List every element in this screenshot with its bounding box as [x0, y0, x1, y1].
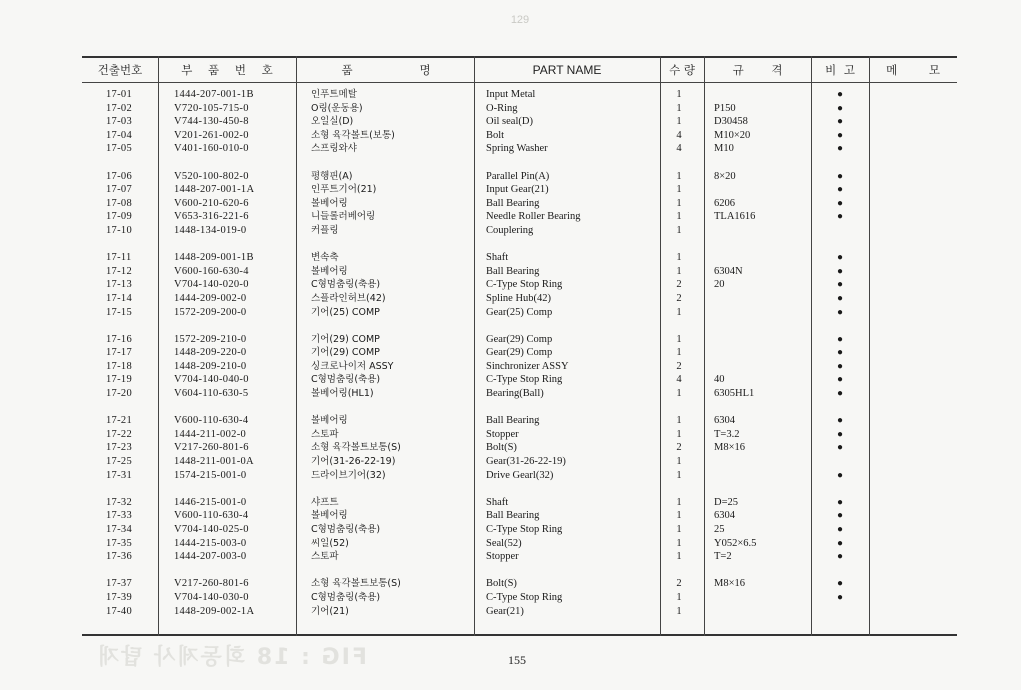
cell-name-kr: 스토파	[311, 551, 339, 563]
cell-name-kr: 스프링와샤	[311, 143, 357, 155]
cell-name-en: Seal(52)	[486, 537, 522, 549]
cell-name-en: Bearing(Ball)	[486, 388, 544, 400]
table-bottom-rule	[82, 634, 957, 636]
cell-name-kr: 볼베어링	[311, 265, 348, 277]
table-row	[82, 170, 957, 184]
cell-qty: 1	[676, 347, 682, 359]
cell-spec: M8×16	[714, 442, 746, 454]
table-row	[82, 523, 957, 537]
table-row	[82, 441, 957, 455]
table-row	[82, 88, 957, 102]
cell-part-no: 1444-211-002-0	[174, 428, 247, 440]
cell-ref: 17-07	[106, 184, 132, 196]
cell-ref: 17-10	[106, 224, 132, 236]
cell-spec: T=2	[714, 551, 732, 563]
cell-qty: 2	[676, 360, 682, 372]
cell-part-no: V704-140-040-0	[174, 374, 249, 386]
cell-qty: 2	[676, 578, 682, 590]
table-row	[82, 210, 957, 224]
cell-ref: 17-02	[106, 102, 132, 114]
cell-ref: 17-36	[106, 551, 132, 563]
cell-name-kr: 싱크로나이저 ASSY	[311, 360, 394, 372]
cell-ref: 17-22	[106, 428, 132, 440]
cell-part-no: V600-110-630-4	[174, 415, 249, 427]
cell-ref: 17-11	[106, 252, 132, 264]
cell-spec: 6305HL1	[714, 388, 755, 400]
remark-dot: ●	[836, 428, 844, 440]
cell-name-kr: 오일실(D)	[311, 116, 354, 128]
cell-name-kr: 스토파	[311, 428, 339, 440]
cell-qty: 4	[676, 129, 682, 141]
cell-part-no: 1448-209-002-1A	[174, 605, 255, 617]
cell-name-kr: 기어(31-26-22-19)	[311, 456, 396, 468]
cell-name-en: C-Type Stop Ring	[486, 524, 563, 535]
table-row	[82, 537, 957, 551]
remark-dot: ●	[836, 184, 844, 196]
cell-ref: 17-15	[106, 306, 132, 318]
remark-dot: ●	[836, 170, 844, 182]
remark-dot: ●	[836, 442, 844, 454]
remark-dot: ●	[836, 469, 844, 481]
cell-part-no: 1448-209-220-0	[174, 347, 247, 359]
cell-ref: 17-06	[106, 170, 132, 182]
cell-qty: 1	[676, 469, 682, 481]
table-row	[82, 455, 957, 469]
cell-part-no: 1446-215-001-0	[174, 496, 247, 508]
remark-dot: ●	[836, 143, 844, 155]
cell-spec: D=25	[714, 496, 739, 508]
cell-ref: 17-21	[106, 415, 132, 427]
header-remark: 비 고	[825, 63, 855, 77]
cell-name-kr: 기어(29) COMP	[311, 333, 380, 345]
cell-spec: D30458	[714, 116, 748, 128]
table-row	[82, 387, 957, 401]
remark-dot: ●	[836, 211, 844, 223]
cell-name-kr: C형멈춤링(축용)	[311, 591, 381, 603]
cell-spec: 6206	[714, 197, 735, 209]
table-row	[82, 577, 957, 591]
remark-dot: ●	[836, 265, 844, 277]
cell-ref: 17-25	[106, 456, 132, 468]
cell-name-kr: 볼베어링	[311, 415, 348, 427]
cell-part-no: V600-110-630-4	[174, 510, 249, 522]
cell-qty: 2	[676, 442, 682, 454]
cell-name-kr: C형멈춤링(축용)	[311, 374, 381, 386]
table-row	[82, 115, 957, 129]
cell-part-no: V720-105-715-0	[174, 102, 249, 114]
page-number: 155	[508, 653, 526, 667]
cell-part-no: 1448-209-001-1B	[174, 252, 254, 264]
cell-part-no: 1448-209-210-0	[174, 360, 247, 372]
remark-dot: ●	[836, 102, 844, 114]
remark-dot: ●	[836, 524, 844, 535]
table-row	[82, 509, 957, 523]
cell-name-kr: C형멈춤링(축용)	[311, 279, 381, 291]
cell-name-en: Bolt(S)	[486, 578, 517, 590]
cell-name-en: Bolt	[486, 129, 505, 141]
cell-ref: 17-04	[106, 129, 132, 141]
table-row	[82, 550, 957, 564]
cell-part-no: 1572-209-210-0	[174, 333, 247, 345]
cell-part-no: V604-110-630-5	[174, 388, 249, 400]
cell-part-no: 1574-215-001-0	[174, 469, 247, 481]
cell-ref: 17-35	[106, 537, 132, 549]
table-row	[82, 129, 957, 143]
cell-part-no: 1572-209-200-0	[174, 306, 247, 318]
table-row	[82, 278, 957, 292]
cell-part-no: 1448-134-019-0	[174, 224, 247, 236]
cell-ref: 17-18	[106, 360, 132, 372]
cell-name-en: C-Type Stop Ring	[486, 591, 563, 603]
cell-part-no: V704-140-020-0	[174, 279, 249, 291]
table-row	[82, 292, 957, 306]
cell-qty: 1	[676, 605, 682, 617]
cell-part-no: 1444-215-003-0	[174, 537, 247, 549]
cell-name-en: Sinchronizer ASSY	[486, 360, 569, 372]
table-row	[82, 102, 957, 116]
cell-spec: 6304N	[714, 265, 743, 277]
cell-qty: 1	[676, 197, 682, 209]
cell-name-en: Ball Bearing	[486, 197, 540, 209]
cell-part-no: V217-260-801-6	[174, 442, 249, 454]
remark-dot: ●	[836, 578, 844, 590]
cell-name-en: C-Type Stop Ring	[486, 374, 563, 386]
header-qty: 수 량	[669, 63, 695, 77]
cell-spec: P150	[714, 102, 736, 114]
cell-spec: 20	[714, 279, 725, 291]
cell-ref: 17-03	[106, 116, 132, 128]
faint-page-number: 129	[510, 14, 530, 26]
cell-name-en: Gear(29) Comp	[486, 347, 553, 359]
cell-name-en: Shaft	[486, 252, 509, 264]
cell-part-no: V704-140-025-0	[174, 524, 249, 535]
cell-part-no: V653-316-221-6	[174, 211, 249, 223]
cell-ref: 17-09	[106, 211, 132, 223]
cell-ref: 17-23	[106, 442, 132, 454]
parts-table	[82, 56, 957, 636]
cell-name-kr: O링(운동용)	[311, 102, 363, 114]
cell-name-kr: 소형 육각볼트(보통)	[311, 129, 395, 141]
table-row	[82, 306, 957, 320]
table-row	[82, 360, 957, 374]
cell-name-en: Shaft	[486, 496, 509, 508]
cell-name-kr: 볼베어링(HL1)	[311, 388, 374, 400]
cell-name-kr: 샤프트	[311, 496, 339, 508]
cell-name-kr: 커플링	[311, 224, 339, 236]
cell-spec: M10	[714, 143, 734, 155]
cell-part-no: V201-261-002-0	[174, 129, 249, 141]
cell-qty: 1	[676, 89, 682, 100]
cell-name-en: Input Metal	[486, 89, 536, 100]
cell-part-no: V600-160-630-4	[174, 265, 249, 277]
cell-ref: 17-08	[106, 197, 132, 209]
cell-name-en: Oil seal(D)	[486, 116, 533, 128]
cell-part-no: V600-210-620-6	[174, 197, 249, 209]
cell-part-no: 1448-211-001-0A	[174, 456, 254, 468]
cell-qty: 1	[676, 415, 682, 427]
cell-name-kr: 기어(21)	[311, 605, 349, 617]
table-row	[82, 469, 957, 483]
cell-qty: 1	[676, 388, 682, 400]
cell-qty: 1	[676, 510, 682, 522]
table-row	[82, 373, 957, 387]
cell-ref: 17-01	[106, 89, 132, 100]
cell-ref: 17-05	[106, 143, 132, 155]
table-row	[82, 265, 957, 279]
cell-name-en: Needle Roller Bearing	[486, 211, 581, 223]
cell-part-no: V401-160-010-0	[174, 143, 249, 155]
header-part-name: PART NAME	[532, 63, 602, 77]
cell-name-en: Couplering	[486, 224, 534, 236]
parts-rows	[82, 88, 957, 618]
cell-part-no: 1448-207-001-1A	[174, 184, 255, 196]
cell-name-kr: 볼베어링	[311, 197, 348, 209]
cell-qty: 1	[676, 116, 682, 128]
cell-name-en: Gear(31-26-22-19)	[486, 456, 566, 468]
cell-qty: 1	[676, 252, 682, 264]
remark-dot: ●	[836, 292, 844, 304]
cell-name-en: O-Ring	[486, 102, 518, 114]
cell-ref: 17-31	[106, 469, 132, 481]
cell-qty: 1	[676, 524, 682, 535]
header-ref: 건출번호	[97, 63, 143, 77]
cell-qty: 2	[676, 292, 682, 304]
remark-dot: ●	[836, 197, 844, 209]
cell-name-kr: C형멈춤링(축용)	[311, 524, 381, 535]
remark-dot: ●	[836, 551, 844, 563]
table-row	[82, 251, 957, 265]
table-row	[82, 183, 957, 197]
table-row	[82, 496, 957, 510]
cell-part-no: V520-100-802-0	[174, 170, 249, 182]
cell-ref: 17-13	[106, 279, 132, 291]
cell-part-no: 1444-207-003-0	[174, 551, 247, 563]
table-row	[82, 428, 957, 442]
cell-name-kr: 평행핀(A)	[311, 170, 353, 182]
remark-dot: ●	[836, 415, 844, 427]
cell-qty: 1	[676, 333, 682, 345]
cell-name-en: Ball Bearing	[486, 415, 540, 427]
remark-dot: ●	[836, 496, 844, 508]
cell-qty: 1	[676, 496, 682, 508]
cell-qty: 1	[676, 265, 682, 277]
cell-ref: 17-12	[106, 265, 132, 277]
cell-part-no: 1444-209-002-0	[174, 292, 247, 304]
header-part-no: 부 품 번 호	[181, 63, 273, 77]
cell-spec: 25	[714, 524, 725, 535]
cell-part-no: V217-260-801-6	[174, 578, 249, 590]
cell-name-en: Gear(21)	[486, 605, 524, 617]
cell-name-en: Input Gear(21)	[486, 184, 549, 196]
cell-spec: M8×16	[714, 578, 746, 590]
table-row	[82, 605, 957, 619]
cell-qty: 2	[676, 279, 682, 291]
cell-ref: 17-16	[106, 333, 132, 345]
cell-spec: 6304	[714, 510, 735, 522]
cell-ref: 17-34	[106, 524, 132, 535]
cell-spec: 8×20	[714, 170, 736, 182]
cell-ref: 17-14	[106, 292, 132, 304]
cell-name-en: Drive Gearl(32)	[486, 469, 554, 481]
table-row	[82, 333, 957, 347]
cell-qty: 4	[676, 143, 682, 155]
cell-name-en: Ball Bearing	[486, 265, 540, 277]
table-row	[82, 224, 957, 238]
cell-qty: 1	[676, 211, 682, 223]
cell-ref: 17-39	[106, 591, 132, 603]
header-rule	[82, 82, 957, 83]
table-row	[82, 591, 957, 605]
cell-ref: 17-17	[106, 347, 132, 359]
cell-ref: 17-40	[106, 605, 132, 617]
cell-name-en: Parallel Pin(A)	[486, 170, 550, 182]
cell-qty: 1	[676, 428, 682, 440]
cell-qty: 1	[676, 537, 682, 549]
table-row	[82, 346, 957, 360]
remark-dot: ●	[836, 388, 844, 400]
cell-name-kr: 드라이브기어(32)	[311, 469, 386, 481]
cell-name-en: Stopper	[486, 551, 519, 563]
remark-dot: ●	[836, 116, 844, 128]
cell-spec: 6304	[714, 415, 735, 427]
cell-name-kr: 니들롤러베어링	[311, 211, 376, 223]
cell-name-kr: 씨일(52)	[311, 537, 349, 549]
header-name-kr-right: 명	[419, 63, 431, 77]
header-name-kr-left: 품	[341, 63, 353, 77]
remark-dot: ●	[836, 89, 844, 100]
cell-qty: 1	[676, 591, 682, 603]
remark-dot: ●	[836, 252, 844, 264]
remark-dot: ●	[836, 279, 844, 291]
remark-dot: ●	[836, 347, 844, 359]
cell-name-en: Gear(29) Comp	[486, 333, 553, 345]
remark-dot: ●	[836, 591, 844, 603]
cell-name-en: C-Type Stop Ring	[486, 279, 563, 291]
table-row	[82, 197, 957, 211]
cell-name-en: Bolt(S)	[486, 442, 517, 454]
remark-dot: ●	[836, 129, 844, 141]
remark-dot: ●	[836, 333, 844, 345]
cell-qty: 1	[676, 224, 682, 236]
cell-qty: 1	[676, 170, 682, 182]
cell-name-kr: 기어(29) COMP	[311, 347, 380, 359]
cell-ref: 17-19	[106, 374, 132, 386]
table-row	[82, 414, 957, 428]
cell-name-kr: 인푸트메탈	[311, 89, 357, 100]
cell-name-kr: 스플라인허브(42)	[311, 292, 386, 304]
cell-name-kr: 볼베어링	[311, 510, 348, 522]
cell-ref: 17-37	[106, 578, 132, 590]
cell-name-en: Spring Washer	[486, 143, 548, 155]
remark-dot: ●	[836, 360, 844, 372]
cell-name-kr: 기어(25) COMP	[311, 306, 380, 318]
cell-qty: 1	[676, 102, 682, 114]
cell-spec: Y052×6.5	[714, 537, 757, 549]
cell-name-en: Stopper	[486, 428, 519, 440]
cell-name-kr: 소형 육각볼트보통(S)	[311, 442, 401, 454]
header-memo: 메 모	[886, 63, 940, 77]
table-row	[82, 142, 957, 156]
cell-qty: 1	[676, 306, 682, 318]
cell-spec: TLA1616	[714, 211, 756, 223]
cell-qty: 4	[676, 374, 682, 386]
cell-name-kr: 변속축	[311, 252, 339, 264]
remark-dot: ●	[836, 510, 844, 522]
remark-dot: ●	[836, 306, 844, 318]
cell-name-en: Gear(25) Comp	[486, 306, 553, 318]
cell-part-no: 1444-207-001-1B	[174, 89, 254, 100]
cell-name-kr: 소형 육각볼트보통(S)	[311, 578, 401, 590]
remark-dot: ●	[836, 374, 844, 386]
cell-name-en: Spline Hub(42)	[486, 292, 552, 304]
cell-ref: 17-33	[106, 510, 132, 522]
cell-qty: 1	[676, 456, 682, 468]
cell-ref: 17-32	[106, 496, 132, 508]
cell-qty: 1	[676, 551, 682, 563]
cell-name-kr: 인푸트기어(21)	[311, 184, 377, 196]
cell-ref: 17-20	[106, 388, 132, 400]
cell-name-en: Ball Bearing	[486, 510, 540, 522]
cell-spec: T=3.2	[714, 428, 740, 440]
cell-qty: 1	[676, 184, 682, 196]
cell-part-no: V704-140-030-0	[174, 591, 249, 603]
cell-spec: 40	[714, 374, 725, 386]
cell-part-no: V744-130-450-8	[174, 116, 249, 128]
faint-reversed-heading: FIG : 18 회동제사 탑재	[96, 645, 367, 670]
cell-spec: M10×20	[714, 129, 751, 141]
header-spec: 규 격	[732, 63, 783, 77]
remark-dot: ●	[836, 537, 844, 549]
